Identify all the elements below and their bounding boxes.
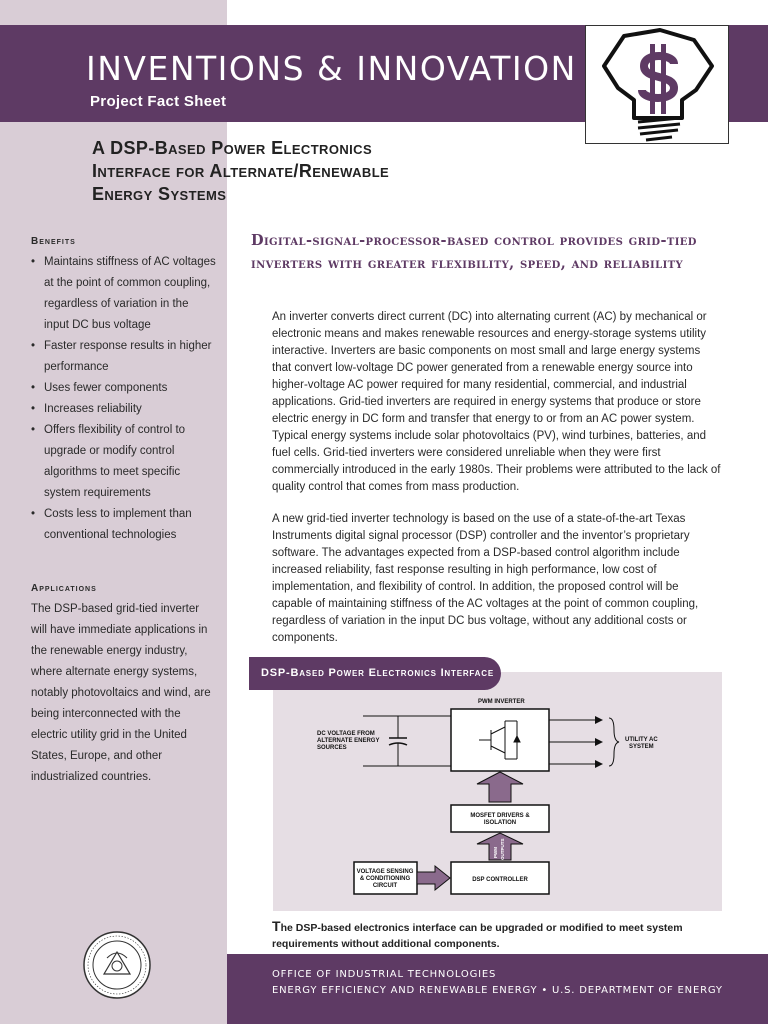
pwm-inverter-label: PWM INVERTER [478, 699, 525, 705]
pwm-inverter-box [451, 709, 549, 771]
applications-text: The DSP-based grid-tied inverter will have immediate applications in the renewable energy industry, where alternate energy systems, notably photovoltaics and wind, are being interconnected with the electric utility grid in the United States, Europe, and other industrialized countries. [31, 603, 211, 783]
benefits-heading: Benefits [31, 236, 76, 247]
diagram-title-tab: DSP-Based Power Electronics Interface [249, 657, 501, 690]
ac-output-arrows [549, 716, 619, 768]
pwm-outputs-label-1: PWM [493, 847, 498, 858]
diagram-caption [272, 918, 734, 952]
sensing-label-1: VOLTAGE SENSING [356, 869, 414, 875]
mosfet-label-2: ISOLATION [483, 820, 517, 826]
pwm-outputs-label-2: OUTPUTS [500, 838, 505, 860]
title-line-1: A DSP-Based Power Electronics [92, 138, 373, 158]
right-arrow-to-dsp [417, 866, 450, 890]
benefit-item: • Maintains stiffness of AC voltages at the point of common coupling, regardless of variation in the input DC bus voltage [31, 252, 216, 336]
benefit-item: • Costs less to implement than conventional technologies [31, 504, 216, 546]
dc-voltage-label-1: DC VOLTAGE FROM [317, 731, 375, 737]
benefit-item: • Offers flexibility of control to upgrade or modify control algorithms to meet specific system requirements [31, 420, 216, 504]
lightbulb-dollar-icon [585, 25, 729, 144]
mosfet-label-1: MOSFET DRIVERS & [470, 813, 530, 819]
applications-heading: Applications [31, 583, 97, 594]
body-paragraph-2: A new grid-tied inverter technology is based on the use of a state-of-the-art Texas Instruments digital signal processor (DSP) controller and the inventor’s proprietary software. The advantages expected from a DSP-based control algorithm include increased reliability, fast response resulting in high performance, low cost of implementation, and flexibility of control. In addition, the proposed control will be capable of maintaining stiffness of the AC voltages at the point of common coupling, regardless of variation in the input DC bus voltage, without any additional costs or components. [272, 513, 699, 644]
utility-label-2: SYSTEM [629, 744, 654, 750]
benefit-item: • Increases reliability [31, 399, 216, 420]
dc-voltage-label-2: ALTERNATE ENERGY [317, 738, 380, 744]
sensing-label-2: & CONDITIONING [359, 876, 411, 882]
benefit-item: • Uses fewer components [31, 378, 216, 399]
capacitor-icon [389, 716, 407, 766]
dc-voltage-label-3: SOURCES [317, 745, 347, 751]
footer-department: ENERGY EFFICIENCY AND RENEWABLE ENERGY • U.S. DEPARTMENT OF ENERGY [272, 985, 723, 996]
caption-text: he DSP-based electronics interface can be upgraded or modified to meet system requirements without additional components. [272, 922, 683, 950]
utility-label-1: UTILITY AC [625, 737, 658, 743]
benefits-list [31, 252, 216, 546]
dsp-controller-label: DSP CONTROLLER [472, 877, 528, 883]
title-line-2: Interface for Alternate/Renewable [92, 161, 390, 181]
title-line-3: Energy Systems [92, 184, 227, 204]
section-subheading: Digital-signal-processor-based control provides grid-tied inverters with greater flexibility, speed, and reliability [251, 232, 697, 272]
up-arrow-to-inverter [477, 772, 523, 802]
block-diagram [273, 672, 722, 911]
document-title [92, 137, 522, 206]
body-paragraph-1: An inverter converts direct current (DC) into alternating current (AC) by mechanical or electronic means and makes renewable resources and energy-storage systems utility interactive. Inverters are basic components on most small and large energy systems that convert low-voltage DC power generated from a renewable energy source into higher-voltage AC power required for many residential, commercial, and industrial applications. Grid-tied inverters are required in energy systems that produce or store electric energy in DC form and transfer that energy to or from an AC power system. Typical energy systems include solar photovoltaics (PV), wind turbines, batteries, and fuel cells. Grid-tied inverters were considered unreliable when they were first commercially introduced in the early 1980s. Their problems were attributed to the lack of quality control that comes from mass production. [272, 311, 721, 493]
brand-subtitle: Project Fact Sheet [90, 93, 227, 110]
brand-title: INVENTIONS & INNOVATION [86, 49, 577, 88]
caption-first-letter: T [272, 918, 281, 934]
sensing-label-3: CIRCUIT [372, 883, 398, 889]
benefit-item: • Faster response results in higher performance [31, 336, 216, 378]
footer-office: OFFICE OF INDUSTRIAL TECHNOLOGIES [272, 969, 497, 980]
doe-seal-icon [82, 930, 152, 1000]
